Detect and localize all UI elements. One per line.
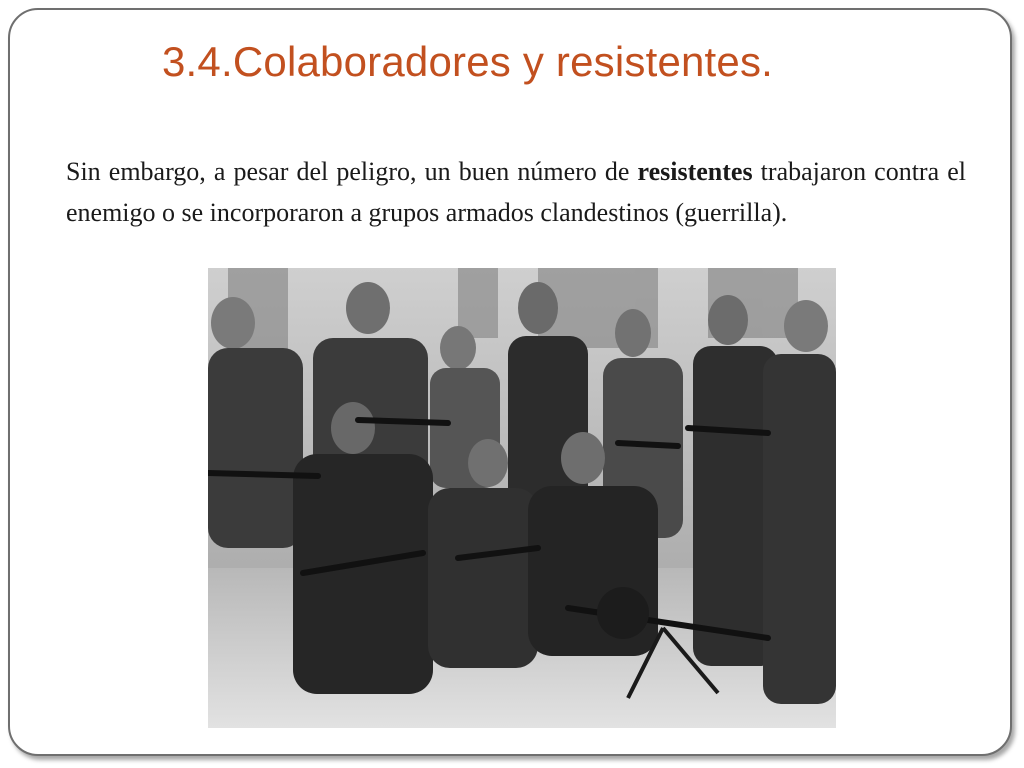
paragraph-text-2: trabajaron contra el enemigo o se incorporaron a grupos armados clandestinos (guerrilla). <box>66 157 967 227</box>
paragraph-bold-term: resistentes <box>637 157 753 186</box>
paragraph-text-1: Sin embargo, a pesar del peligro, un buen número de <box>66 157 638 186</box>
slide-paragraph <box>66 151 966 233</box>
partisans-photo <box>208 268 836 728</box>
slide-title: 3.4.Colaboradores y resistentes. <box>162 38 774 85</box>
photo-gun-drum <box>597 587 649 639</box>
